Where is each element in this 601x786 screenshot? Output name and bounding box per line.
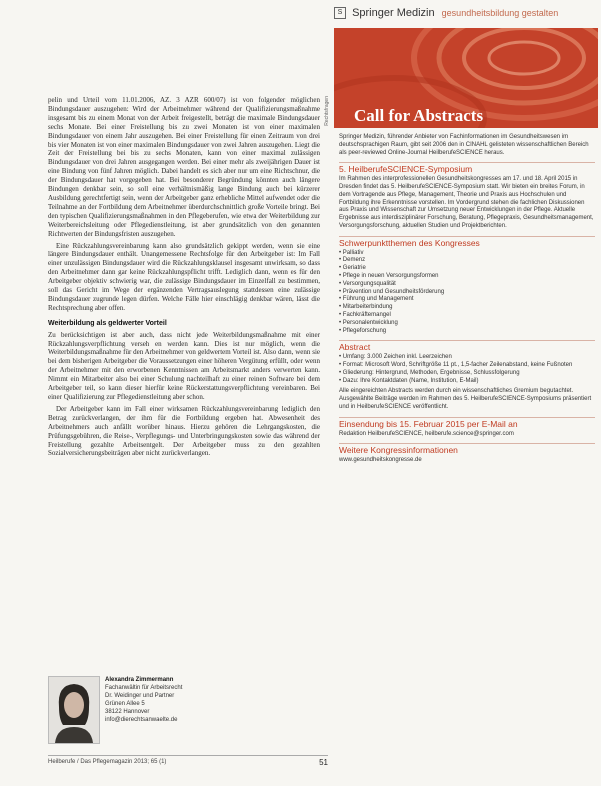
- author-line: Fachanwältin für Arbeitsrecht: [105, 685, 183, 691]
- author-photo: [48, 676, 100, 744]
- requirement-item: • Gliederung: Hintergrund, Methoden, Ergebnisse, Schlussfolgerung: [339, 370, 595, 378]
- springer-logo-icon: S: [334, 7, 346, 19]
- symposium-heading: 5. HeilberufeSCIENCE-Symposium: [339, 162, 595, 174]
- topic-item: • Fachkräftemangel: [339, 312, 595, 320]
- topic-item: • Versorgungsqualität: [339, 281, 595, 289]
- topic-item: • Personalentwicklung: [339, 320, 595, 328]
- submission-heading: Einsendung bis 15. Februar 2015 per E-Mail an: [339, 417, 595, 429]
- author-email: info@dierechtsanwaelte.de: [105, 717, 178, 723]
- author-line: Dr. Weidinger und Partner: [105, 693, 175, 699]
- section-label: Rechtsfragen: [324, 96, 330, 126]
- more-info-link[interactable]: www.gesundheitskongresse.de: [339, 457, 422, 464]
- section-heading: Weiterbildung als geldwerter Vorteil: [48, 319, 167, 327]
- more-info-heading: Weitere Kongressinformationen: [339, 443, 595, 455]
- requirement-item: • Format: Microsoft Word, Schriftgröße 11 pt., 1,5-facher Zeilenabstand, keine Fußnoten: [339, 362, 595, 370]
- banner-title: Call for Abstracts: [354, 106, 484, 125]
- topic-item: • Palliativ: [339, 250, 595, 258]
- abstract-note: Alle eingereichten Abstracts werden durch ein wissenschaftliches Gremium begutachtet. Ausgewählte Beiträge werden im Rahmen des 5. HeilberufeSCIENCE-Symposiums präsentiert und in HeilberufeSCIENCE veröffentlicht.: [339, 388, 592, 410]
- author-line: 38122 Hannover: [105, 709, 150, 715]
- author-box: [48, 676, 320, 748]
- abstract-heading: Abstract: [339, 340, 595, 352]
- journal-citation: Heilberufe / Das Pflegemagazin 2013; 65 (1): [48, 759, 167, 765]
- requirement-item: • Dazu: Ihre Kontaktdaten (Name, Institution, E-Mail): [339, 378, 595, 386]
- author-info: [105, 676, 182, 724]
- topic-item: • Führung und Management: [339, 296, 595, 304]
- submission-text: Redaktion HeilberufeSCIENCE, heilberufe.science@springer.com: [339, 430, 514, 437]
- abstract-requirements: [339, 354, 595, 385]
- call-for-abstracts: [339, 134, 595, 468]
- publisher-tagline: gesundheitsbildung gestalten: [441, 8, 559, 18]
- symposium-text: Im Rahmen des interprofessionellen Gesundheitskongresses am 17. und 18. April 2015 in Dresden findet das 5. HeilberufeSCIENCE-Symposium statt. Wir bieten ein breites Forum, in dem Vortragende aus Pflege, Management, Theorie und Praxis aus Hochschulen und Fortbildung ihre Erkenntnisse vorstellen. Im Vordergrund stehen die fachlichen Diskussionen aus Praxis und Wissenschaft zur Umsetzung neuer Entwicklungen in der Pflege. Aktuelle Ergebnisse aus interdisziplinärer Forschung, Beratung, Pflegepraxis, Gesundheitsmanagement, Versorgungsforschung, aktuellen Studien und Projektberichten.: [339, 176, 594, 229]
- topics-heading: Schwerpunktthemen des Kongresses: [339, 236, 595, 248]
- topic-item: • Pflegeforschung: [339, 328, 595, 336]
- topic-item: • Mitarbeiterbindung: [339, 304, 595, 312]
- page-footer: [48, 755, 328, 765]
- publisher-header: [334, 7, 594, 19]
- requirement-item: • Umfang: 3.000 Zeichen inkl. Leerzeichen: [339, 354, 595, 362]
- author-name: Alexandra Zimmermann: [105, 677, 174, 683]
- author-line: Grünen Allee 5: [105, 701, 145, 707]
- topics-list: [339, 250, 595, 336]
- article-paragraph: Eine Rückzahlungsvereinbarung kann also grundsätzlich gekippt werden, wenn sie eine längere Bindungsdauer enthält. Unangemessene Rechtsfolge für den Arbeitgeber ist: Im Fall einer unzulässigen Bindungsdauer wird die Rückzahlungsklausel insgesamt unwirksam, so dass den Arbeitnehmer dann gar keine Rückzahlungspflicht trifft. Lediglich dann, wenn es für den Arbeitgeber objektiv schwierig war, die zulässige Bindungsdauer im Einzelfall zu bestimmen, soll das Gericht im Wege der ergänzenden Vertragsauslegung stattdessen eine zulässige Bindungsdauer zugrunde legen dürfen. Welche Fälle hier einschlägig denkbar wären, lässt die Rechtsprechung aber offen.: [48, 241, 320, 312]
- article-paragraph: Zu berücksichtigen ist aber auch, dass nicht jede Weiterbildungsmaßnahme mit einer Rückzahlungsverpflichtung verseh en werden kann. Dies ist nur möglich, wenn die Weiterbildungsmaßnahme für den Arbeitnehmer von geldwertem Vorteil ist. Also dann, wenn sie bei dem bisherigen Arbeitgeber die Voraussetzungen einer höheren Vergütung erfüllt, oder wenn der Arbeitnehmer mit den erworbenen Kenntnissen am Arbeitsmarkt anders verwerten kann. Nimmt ein Mitarbeiter also bei einer Schulung nachteilhaft zu einer reinen Software bei dem Arbeitgeber teil, so kann dieser hierfür keine Rückerstattungsverpflichtung vereinbaren. Bei einer Qualifizierung zur Pflegedienstleitung aber schon.: [48, 330, 320, 401]
- topic-item: • Demenz: [339, 257, 595, 265]
- article-body: [48, 96, 320, 461]
- article-paragraph: pelin und Urteil vom 11.01.2006, AZ. 3 AZR 600/07) ist von folgender möglichen Bindungsdauer auszugehen: Wird der Arbeitnehmer während der Qualifizierungsmaßnahme insgesamt bis zu einem Monat von der Arbeit freigestellt, beträgt die maximale Bindungsdauer sechs Monate. Bei einer Freistellung bis zu zwei Monaten ist von einer maximalen Bindungsdauer von einem Jahr auszugehen. Bei einer Freistellung für einen Zeitraum von drei bis vier Monaten ist von einer maximalen Bindungsdauer von zwei Jahren auszugehen. Liegt die Zeit der Freistellung bei bis zu sechs Monaten, kann von einer maximal zulässigen Bindungsdauer von drei Jahren ausgegangen werden. Bei einer mehr als zweijährigen Dauer ist eine Bindung von fünf Jahren möglich. Dabei handelt es sich aber nur um eine Richtschnur, die der Bindungsdauer hat vorgegeben hat. Bei besonderer Begründung könnten auch längere Bindungen denkbar sein, so soll eine verhältnismäßig lange Bindung auch bei kürzerer Ausbildung gerechtfertigt sein, wenn der Arbeitgeber ganz erhebliche Mittel aufwendet oder die Teilnahme an der Fortbildung dem Arbeitnehmer überdurchschnittlich große Vorteile bringt. Bei den typischen Qualifizierungsmaßnahmen in den Pflegeberufen, wie etwa der Weiterbildung zur Weiterbereichsleitung oder Pflegedienstleitung, ist aber grundsätzlich von den genannten Richtwerten der Bindungsfristen auszugehen.: [48, 96, 320, 238]
- article-paragraph: Der Arbeitgeber kann im Fall einer wirksamen Rückzahlungsvereinbarung lediglich den Betrag zurückverlangen, der ihm für die Fortbildung ergeben hat. Abwesenheit des Arbeitnehmers auch anfällt worüber hinaus. Hierzu gehören die Lehrgangskosten, die Prüfungsgebühren, die Reise-, Verpflegungs- und Unterbringungskosten sowie das während der Freistellung gezahlte Arbeitsentgelt. Der Arbeitgeber muss zu den gezahlten Sozialversicherungsbeiträgen aber nicht zurückverlangen.: [48, 404, 320, 458]
- page-number: 51: [319, 758, 328, 767]
- intro-text: Springer Medizin, führender Anbieter von Fachinformationen im Gesundheitswesen im deutschsprachigen Raum, gibt seit 2006 den in CINAHL gelisteten wissenschaftlichen Bereich als peer-reviewed Online-Journal HeilberufeSCIENCE heraus.: [339, 134, 589, 156]
- topic-item: • Geriatrie: [339, 265, 595, 273]
- topic-item: • Prävention und Gesundheitsförderung: [339, 289, 595, 297]
- topic-item: • Pflege in neuen Versorgungsformen: [339, 273, 595, 281]
- call-banner: [334, 28, 598, 128]
- publisher-name: Springer Medizin: [352, 7, 435, 19]
